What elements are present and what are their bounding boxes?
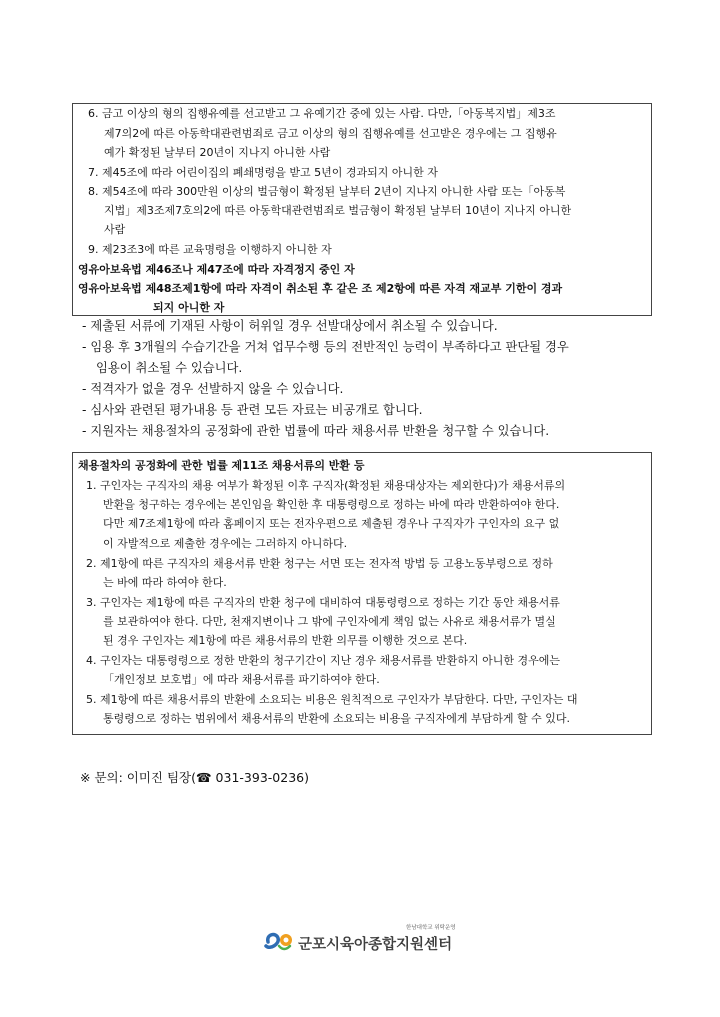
- box2-line: 된 경우 구인자는 제1항에 따른 채용서류의 반환 의무를 이행한 것으로 본다.: [103, 634, 468, 647]
- box2-line: 4. 구인자는 대통령령으로 정한 반환의 청구기간이 지난 경우 채용서류를 반환하지 아니한 경우에는: [86, 654, 560, 667]
- box1-bold-line: 영유아보육법 제48조제1항에 따라 자격이 취소된 후 같은 조 제2항에 따른 자격 재교부 기한이 경과: [78, 282, 563, 295]
- box2-title: 채용절차의 공정화에 관한 법률 제11조 채용서류의 반환 등: [78, 459, 365, 472]
- box2-line: 반환을 청구하는 경우에는 본인임을 확인한 후 대통령령으로 정하는 바에 따라 반환하여야 한다.: [103, 498, 560, 511]
- box2-line: 통령령으로 정하는 범위에서 채용서류의 반환에 소요되는 비용을 구직자에게 부담하게 할 수 있다.: [103, 712, 570, 725]
- box1-line: 8. 제54조에 따라 300만원 이상의 벌금형이 확정된 날부터 2년이 지나지 아니한 사람 또는「아동복: [88, 185, 566, 198]
- box1-line: 지법」제3조제7호의2에 따른 아동학대관련범죄로 벌금형이 확정된 날부터 10년이 지나지 아니한: [104, 204, 572, 217]
- box2-line: 를 보관하여야 한다. 다만, 천재지변이나 그 밖에 구인자에게 책임 없는 사유로 채용서류가 멸실: [103, 615, 556, 628]
- box2-line: 다만 제7조제1항에 따라 홈페이지 또는 전자우편으로 제출된 경우나 구직자가 구인자의 요구 없: [103, 517, 560, 530]
- box2-line: 이 자발적으로 제출한 경우에는 그러하지 아니하다.: [103, 537, 348, 550]
- logo-mark-icon: [262, 922, 298, 958]
- box1-bold-line: 되지 아니한 자: [153, 301, 225, 314]
- logo-name: 군포시육아종합지원센터: [298, 937, 453, 953]
- box1-line: 사람: [104, 223, 126, 236]
- notice-bullet: - 적격자가 없을 경우 선발하지 않을 수 있습니다.: [82, 382, 344, 396]
- box2-line: 는 바에 따라 하여야 한다.: [103, 576, 227, 589]
- notice-bullet: - 임용 후 3개월의 수습기간을 거쳐 업무수행 등의 전반적인 능력이 부족하다고 판단될 경우: [82, 340, 569, 354]
- box1-line: 제7의2에 따른 아동학대관련범죄로 금고 이상의 형의 집행유예를 선고받은 경우에는 그 집행유: [104, 127, 557, 140]
- box2-line: 2. 제1항에 따른 구직자의 채용서류 반환 청구는 서면 또는 전자적 방법 등 고용노동부령으로 정하: [86, 557, 553, 570]
- contact-info: ※ 문의: 이미진 팀장(☎ 031-393-0236): [80, 770, 309, 785]
- box2-line: 5. 제1항에 따른 채용서류의 반환에 소요되는 비용은 원칙적으로 구인자가 부담한다. 다만, 구인자는 대: [86, 693, 578, 706]
- notice-bullet: - 심사와 관련된 평가내용 등 관련 모든 자료는 비공개로 합니다.: [82, 403, 423, 417]
- box1-line: 예가 확정된 날부터 20년이 지나지 아니한 사람: [104, 146, 331, 159]
- box2-line: 「개인정보 보호법」에 따라 채용서류를 파기하여야 한다.: [103, 673, 380, 686]
- box2-line: 3. 구인자는 제1항에 따른 구직자의 반환 청구에 대비하여 대통령령으로 정하는 기간 동안 채용서류: [86, 596, 560, 609]
- notice-bullet: - 제출된 서류에 기재된 사항이 허위일 경우 선발대상에서 취소될 수 있습니다.: [82, 319, 498, 333]
- logo-subtitle: 한남대학교 위탁운영: [406, 925, 456, 931]
- box1-line: 7. 제45조에 따라 어린이집의 폐쇄명령을 받고 5년이 경과되지 아니한 자: [88, 166, 438, 179]
- box2-line: 1. 구인자는 구직자의 채용 여부가 확정된 이후 구직자(확정된 채용대상자는 제외한다)가 채용서류의: [86, 479, 566, 492]
- notice-bullet: - 지원자는 채용절차의 공정화에 관한 법률에 따라 채용서류 반환을 청구할 수 있습니다.: [82, 424, 550, 438]
- box1-line: 6. 금고 이상의 형의 집행유예를 선고받고 그 유예기간 중에 있는 사람. 다만,「아동복지법」제3조: [88, 107, 556, 120]
- notice-bullet: 임용이 취소될 수 있습니다.: [96, 361, 243, 375]
- box1-line: 9. 제23조3에 따른 교육명령을 이행하지 아니한 자: [88, 243, 332, 256]
- box1-bold-line: 영유아보육법 제46조나 제47조에 따라 자격정지 중인 자: [78, 263, 355, 276]
